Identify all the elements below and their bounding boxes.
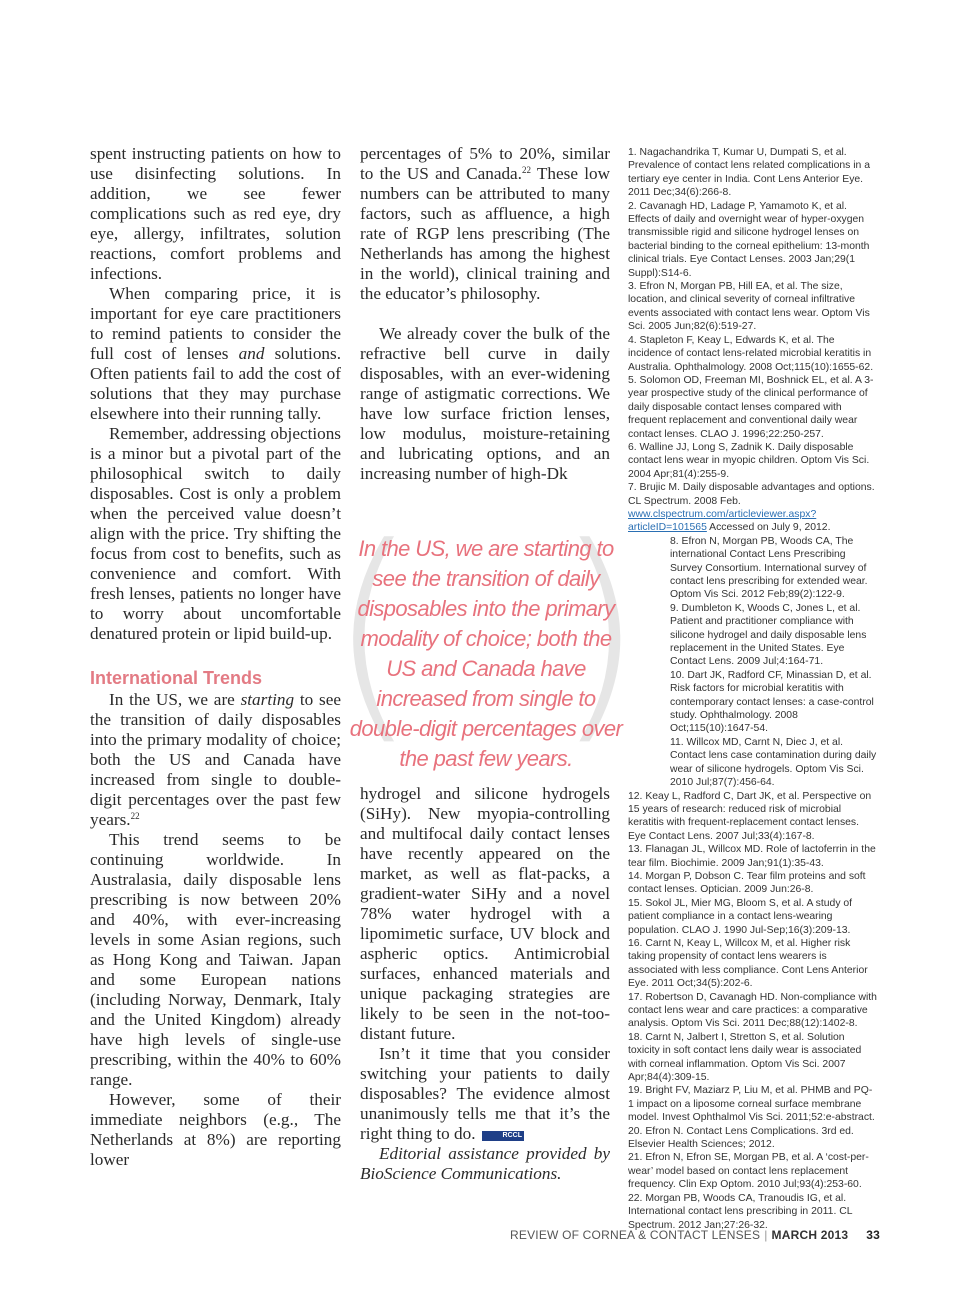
body-paragraph (360, 1044, 610, 1144)
reference-item: 5. Solomon OD, Freeman MI, Boshnick EL, et al. A 3-year prospective study of the clinical performance of daily disposable contact lenses compared with frequent replacement and conventional daily wear contact lenses. CLAO J. 1996;22:250-257. (628, 374, 874, 440)
reference-item: 21. Efron N, Efron SE, Morgan PB, et al. A ‘cost-per-wear’ model based on contact lens replacement frequency. Clin Exp Optom. 2010 Jul;93(4):253-60. (628, 1152, 869, 1191)
reference-item: 2. Cavanagh HD, Ladage P, Yamamoto K, et al. Effects of daily and overnight wear of hyper-oxygen transmissible rigid and silicone hydrogel lenses on bacterial binding to the corneal epithelium: 13-month clinical trials. Eye Contact Lenses. 2003 Jan;29(1 Suppl):S14-6. (628, 200, 870, 279)
pull-quote (328, 499, 644, 771)
article-column-2-bottom (360, 784, 610, 1184)
body-paragraph (90, 690, 341, 830)
reference-link[interactable]: www.clspectrum.com/articleviewer.aspx?articleID=101565 (628, 508, 817, 534)
body-paragraph (360, 144, 610, 304)
article-column-2-top (360, 144, 610, 484)
text-run: percentages of 5% to 20%, similar to the US and Canada. (360, 144, 610, 183)
page-footer (510, 1228, 880, 1242)
reference-item: 4. Stapleton F, Keay L, Edwards K, et al. The incidence of contact lens-related microbial keratitis in Australia. Ophthalmology. 2008 Oct;115(10):1655-62. (628, 334, 874, 373)
body-paragraph: spent instructing patients on how to use disinfecting solutions. In addition, we see fewer complications such as red eye, dry eye, allergy, infiltrates, solution reactions, comfort problems and infections. (90, 144, 341, 283)
close-parenthesis-decoration: ) (554, 499, 644, 766)
reference-item: 3. Efron N, Morgan PB, Hill EA, et al. The size, location, and clinical severity of corneal infiltrative events associated with contact lens wear. Optom Vis Sci. 2005 Jun;82(6):519-27. (628, 281, 870, 333)
reference-item: 18. Carnt N, Jalbert I, Stretton S, et al. Solution toxicity in soft contact lens daily wear is associated with corneal inflammation. Optom Vis Sci. 2007 Apr;84(4):309-15. (628, 1031, 862, 1084)
article-column-1 (90, 144, 341, 1170)
reference-item: 12. Keay L, Radford C, Dart JK, et al. Perspective on 15 years of research: reduced risk of microbial keratitis with frequent-replacement contact lenses. Eye Contact Lens. 2007 Jul;33(4):167-8. (628, 790, 872, 842)
reference-item: 1. Nagachandrika T, Kumar U, Dumpati S, et al. Prevalence of contact lens related complications in a tertiary eye center in India. Cont Lens Anterior Eye. 2011 Dec;34(6):266-8. (628, 147, 871, 199)
editorial-credit (360, 1144, 610, 1184)
text-run: These low numbers can be attributed to many factors, such as affluence, a high rate of RGP lens prescribing (The Netherlands has among the highest in the world), clinical training and the educator’s philosophy. (360, 164, 610, 303)
reference-item: 8. Efron N, Morgan PB, Woods CA, The international Contact Lens Prescribing Survey Consortium. International survey of contact lens prescribing for extended wear. Optom Vis Sci. 2012 Feb;89(2):122-9. (670, 535, 868, 601)
text-run: to see the transition of daily disposables into the primary modality of choice; both the US and Canada have increased from single to double-digit percentages over the past few years. (90, 690, 341, 829)
emphasis: and (238, 344, 265, 363)
credit-text: Editorial assistance provided by BioScience Communications. (360, 1144, 610, 1183)
reference-item: 11. Willcox MD, Carnt N, Diec J, et al. Contact lens case contamination during daily wear of silicone hydrogels. Optom Vis Sci. 2010 Jul;87(7):456-64. (670, 736, 877, 789)
body-paragraph: hydrogel and silicone hydrogels (SiHy). New myopia-controlling and multifocal daily contact lenses have recently appeared on the market, as well as flat-packs, a gradient-water SiHy and a novel 78% water hydrogel with a lipomimetic surface, UV block and aspheric optics. Antimicrobial surfaces, enhanced materials and unique packaging strategies are likely to be seen in the not-too-distant future. (360, 784, 610, 1043)
end-mark-logo: RCCL (482, 1131, 524, 1141)
reference-item: 20. Efron N. Contact Lens Complications. 3rd ed. Elsevier Health Sciences; 2012. (628, 1125, 854, 1151)
citation-superscript: 22 (521, 165, 531, 175)
reference-item: 19. Bright FV, Maziarz P, Liu M, et al. PHMB and PQ-1 impact on a liposome corneal surface membrane model. Invest Ophthalmol Vis Sci. 2011;52:e-abstract. (628, 1085, 875, 1124)
body-paragraph: We already cover the bulk of the refractive bell curve in daily disposables, with an ever-widening range of astigmatic corrections. We have low surface friction lenses, low modulus, moisture-retaining and lubricating options, and an increasing number of high-Dk (360, 324, 610, 483)
page-number: 33 (866, 1228, 880, 1242)
body-paragraph (90, 284, 341, 424)
emphasis: starting (240, 690, 295, 709)
issue-date: MARCH 2013 (771, 1228, 849, 1242)
reference-item: 15. Sokol JL, Mier MG, Bloom S, et al. A study of patient compliance in a contact lens-wearing population. CLAO J. 1990 Jul-Sep;16(3):209-13. (628, 897, 853, 936)
reference-item: 10. Dart JK, Radford CF, Minassian D, et al. Risk factors for microbial keratitis with contemporary contact lenses: a case-control study. Ophthalmology. 2008 Oct;115(10):1647-54. (670, 669, 874, 735)
text-run: Isn’t it time that you consider switching your patients to daily disposables? The evidence almost unanimously tells me that it’s the right thing to do. (360, 1044, 610, 1143)
reference-item: 14. Morgan P, Dobson C. Tear film proteins and soft contact lenses. Optician. 2009 Jun:26-8. (628, 870, 866, 896)
reference-item: 13. Flanagan JL, Willcox MD. Role of lactoferrin in the tear film. Biochimie. 2009 Jan;91(1):35-43. (628, 844, 876, 869)
journal-name: REVIEW OF CORNEA & CONTACT LENSES (510, 1228, 761, 1242)
section-heading: International Trends (90, 668, 263, 688)
footer-separator: | (764, 1228, 768, 1242)
reference-item: 22. Morgan PB, Woods CA, Tranoudis IG, et al. International contact lens prescribing in 2011. CL Spectrum. 2012 Jan;27:26-32. (628, 1192, 853, 1231)
text-run: Accessed on July 9, 2012. (706, 522, 831, 534)
body-paragraph: Remember, addressing objections is a minor but a pivotal part of the philosophical switch to daily disposables. Cost is only a problem when the perceived value doesn’t align with the price. Try shifting the focus from cost to benefits, such as convenience and comfort. With fresh lenses, patients no longer have to worry about uncomfortable denatured protein or lipid build-up. (90, 424, 341, 643)
pull-quote-text: In the US, we are starting to see the transition of daily disposables into the primary modality of choice; both the US and Canada have increased from single to double-digit percentages over the past few years. (349, 536, 623, 771)
reference-item: 6. Walline JJ, Long S, Zadnik K. Daily disposable contact lens wear in myopic children. Optom Vis Sci. 2004 Apr;81(4):255-9. (628, 441, 870, 480)
body-paragraph: This trend seems to be continuing worldwide. In Australasia, daily disposable lens prescribing is now between 20% and 40%, with ever-increasing levels in some Asian regions, such as Hong Kong and Taiwan. Japan and some European nations (including Norway, Denmark, Italy and the United Kingdom) already have high levels of single-use prescribing, within the 40% to 60% range. (90, 830, 341, 1089)
body-paragraph: However, some of their immediate neighbors (e.g., The Netherlands at 8%) are reporting lower (90, 1090, 341, 1169)
reference-item (628, 481, 878, 535)
reference-item: 9. Dumbleton K, Woods C, Jones L, et al. Patient and practitioner compliance with silicone hydrogel and daily disposable lens replacement in the United States. Eye Contact Lens. 2009 Jul;4:164-71. (670, 602, 867, 668)
citation-superscript: 22 (130, 811, 140, 821)
references-list (628, 146, 878, 1232)
text-run: When comparing price, it is important for eye care practitioners to remind patients to consider the full cost of lenses (90, 284, 341, 363)
text-run: In the US, we are (109, 690, 241, 709)
text-run: solutions. Often patients fail to add the cost of solutions that they may purchase elsewhere into their running tally. (90, 344, 341, 423)
reference-item: 17. Robertson D, Cavanagh HD. Non-compliance with contact lens wear and care practices: a comparative analysis. Optom Vis Sci. 2011 Dec;88(12):1402-8. (628, 991, 877, 1030)
text-run: 7. Brujic M. Daily disposable advantages and options. CL Spectrum. 2008 Feb. (628, 482, 875, 507)
open-parenthesis-decoration: ( (328, 499, 418, 766)
reference-item: 16. Carnt N, Keay L, Willcox M, et al. Higher risk taking propensity of contact lens wearers is associated with less compliance. Cont Lens Anterior Eye. 2011 Oct;34(5):202-6. (628, 937, 868, 990)
